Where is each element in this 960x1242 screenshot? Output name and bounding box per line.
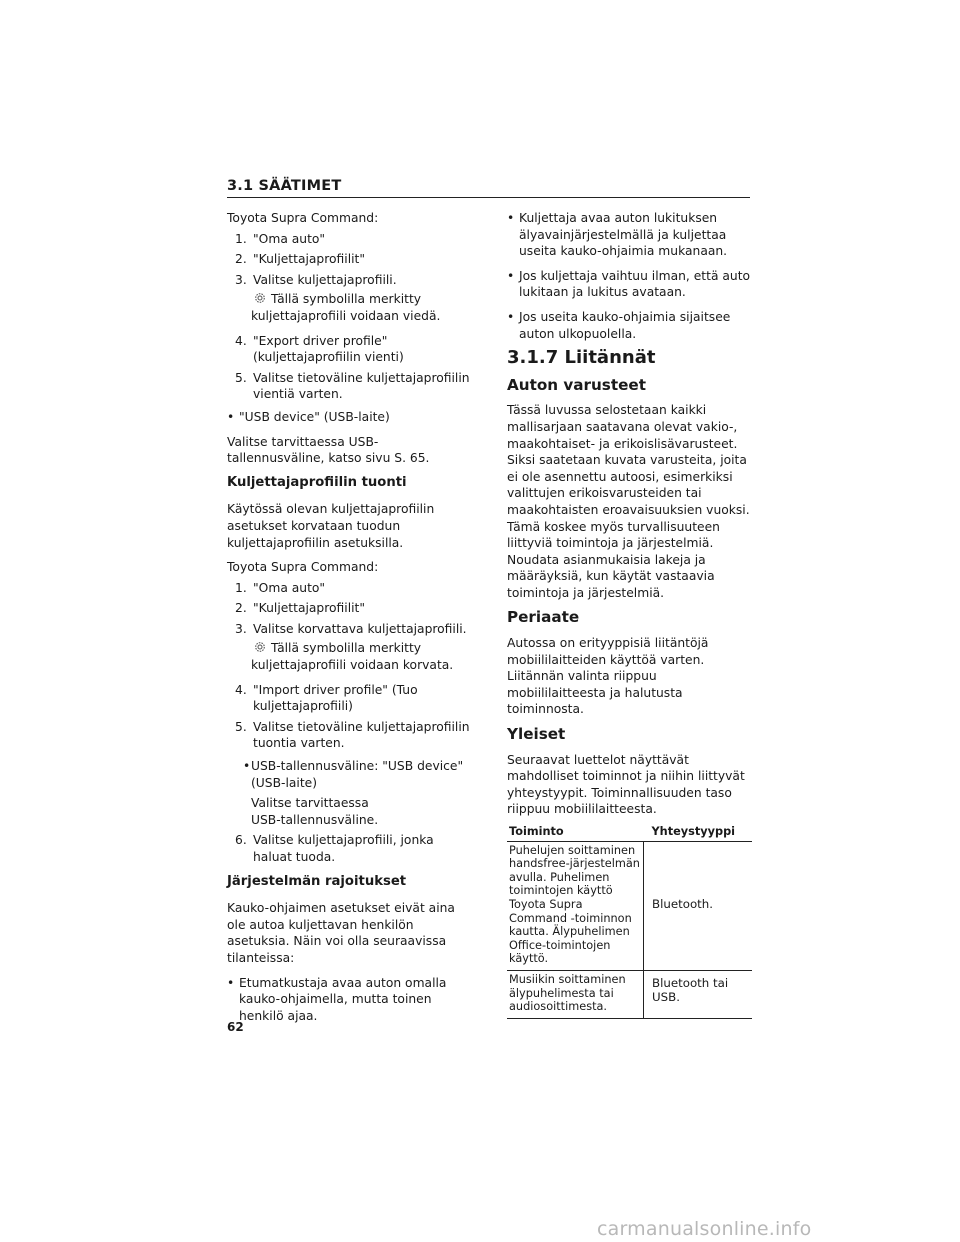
step-text: "Kuljettajaprofiilit" — [253, 601, 366, 616]
table-cell: Bluetooth. — [644, 841, 753, 970]
heading-principle: Periaate — [507, 608, 580, 627]
export-steps-continued — [227, 333, 472, 403]
step-text: "Oma auto" — [253, 580, 326, 595]
section-title: 3.1 SÄÄTIMET — [227, 178, 342, 194]
table-cell: Musiikin soittaminen älypuhelimesta tai audiosoittimesta. — [507, 970, 644, 1018]
heading-equipment: Auton varusteet — [507, 375, 646, 394]
step-number: 4. — [235, 682, 247, 697]
intro-text: Toyota Supra Command: — [227, 211, 379, 225]
sub-bullet-item — [243, 758, 472, 791]
left-column — [227, 210, 472, 1032]
paragraph: Käytössä olevan kuljettajaprofiilin asetukset korvataan tuodun kuljettajaprofiilin asetuksilla. — [227, 502, 435, 550]
list-item — [227, 600, 472, 617]
section-heading: 3.1.7 Liitännät — [507, 347, 656, 369]
gear-icon — [254, 292, 266, 304]
bullet-item — [227, 409, 472, 426]
export-steps — [227, 231, 472, 289]
bullet-dot: • — [507, 309, 515, 324]
step-text: Valitse tietoväline kuljettajaprofiilin vientiä varten. — [253, 370, 470, 402]
step-text: Valitse korvattava kuljettajaprofiili. — [253, 621, 467, 636]
bullet-item — [227, 975, 472, 1025]
import-steps-continued — [227, 682, 472, 752]
bullet-item — [507, 210, 752, 260]
step-number: 3. — [235, 272, 247, 287]
step-number: 1. — [235, 231, 247, 246]
step-number: 2. — [235, 252, 247, 267]
step-text: "Import driver profile" (Tuo kuljettajaprofiili) — [253, 682, 418, 714]
paragraph: Valitse tarvittaessa USB-tallennusväline, katso sivu S. 65. — [227, 434, 430, 466]
list-item — [227, 832, 472, 865]
symbol-note — [227, 291, 472, 324]
import-steps — [227, 580, 472, 638]
step-text: Valitse tietoväline kuljettajaprofiilin tuontia varten. — [253, 719, 470, 751]
bullet-text: Kuljettaja avaa auton lukituksen älyavainjärjestelmällä ja kuljettaa useita kauko-ohjaimia mukanaan. — [519, 211, 728, 259]
step-text: "Oma auto" — [253, 231, 326, 246]
paragraph: Autossa on erityyppisiä liitäntöjä mobiililaitteiden käyttöä varten. Liitännän valinta riippuu mobiililaitteesta ja halutusta toiminnosta. — [507, 636, 709, 717]
list-item — [227, 251, 472, 268]
bullet-text: "USB device" (USB-laite) — [239, 409, 390, 424]
bullet-item — [507, 309, 752, 342]
indented-text: Valitse tarvittaessa USB-tallennusväline. — [251, 796, 379, 827]
step-number: 1. — [235, 580, 247, 595]
intro-text: Toyota Supra Command: — [227, 560, 379, 575]
step-number: 5. — [235, 719, 247, 734]
table-cell: Bluetooth tai USB. — [644, 970, 753, 1018]
step-number: 6. — [235, 833, 247, 848]
paragraph: Kauko-ohjaimen asetukset eivät aina ole autoa kuljettavan henkilön asetuksia. Näin voi olla seuraavissa tilanteissa: — [227, 901, 455, 965]
bullet-dot: • — [243, 759, 251, 774]
heading-general: Yleiset — [507, 725, 566, 744]
column-header: Yhteystyyppi — [644, 824, 753, 841]
heading-limits: Järjestelmän rajoitukset — [227, 873, 407, 889]
symbol-note — [227, 640, 472, 673]
step-number: 3. — [235, 621, 247, 636]
bullet-item — [507, 268, 752, 301]
table-row — [507, 970, 752, 1018]
step-text: Valitse kuljettajaprofiili. — [253, 272, 397, 287]
list-item — [227, 580, 472, 597]
step-text: Valitse kuljettajaprofiili, jonka haluat tuoda. — [253, 833, 434, 864]
paragraph: Seuraavat luettelot näyttävät mahdolliset toiminnot ja niihin liittyvät yhteystyypit. Toiminnallisuuden taso riippuu mobiililaitteesta. — [507, 752, 745, 817]
step-number: 4. — [235, 333, 247, 348]
list-item — [227, 231, 472, 248]
list-item — [227, 719, 472, 752]
bullet-dot: • — [227, 409, 235, 424]
list-item — [227, 333, 472, 366]
column-header: Toiminto — [507, 824, 644, 841]
connections-table — [507, 824, 752, 1019]
bullet-text: Jos useita kauko-ohjaimia sijaitsee auton ulkopuolella. — [519, 309, 731, 341]
bullet-text: Etumatkustaja avaa auton omalla kauko-ohjaimella, mutta toinen henkilö ajaa. — [239, 975, 447, 1023]
bullet-text: Jos kuljettaja vaihtuu ilman, että auto lukitaan ja lukitus avataan. — [519, 268, 751, 300]
bullet-dot: • — [507, 211, 515, 225]
note-text: Tällä symbolilla merkitty kuljettajaprofiili voidaan viedä. — [251, 292, 441, 323]
step-text: "Kuljettajaprofiilit" — [253, 252, 366, 267]
page-header — [227, 178, 750, 198]
header-rule — [227, 197, 750, 198]
step-text: "Export driver profile" (kuljettajaprofiilin vienti) — [253, 333, 404, 365]
right-column — [507, 210, 752, 1019]
table-row — [507, 841, 752, 970]
gear-icon — [254, 641, 266, 653]
step-number: 2. — [235, 601, 247, 616]
list-item — [227, 682, 472, 715]
list-item — [227, 370, 472, 403]
bullet-dot: • — [227, 975, 235, 990]
list-item — [227, 272, 472, 289]
watermark: carmanualsonline.info — [597, 1218, 812, 1240]
heading-import: Kuljettajaprofiilin tuonti — [227, 474, 407, 490]
page-number: 62 — [227, 1020, 244, 1034]
paragraph: Tässä luvussa selostetaan kaikki mallisarjaan saatavana olevat vakio-, maakohtaiset- ja erikoislisävarusteet. Siksi saatetaan kuvata varusteita, joita ei ole asennettu autoosi, esimerkiksi valittujen erikoisvarusteiden tai maakohtaisten eroavaisuuksien vuoksi. Tämä koskee myös turvallisuuteen liittyviä toimintoja ja järjestelmiä. Noudata asianmukaisia lakeja ja määräyksiä, kun käytät vastaavia toimintoja ja järjestelmiä. — [507, 403, 750, 600]
note-text: Tällä symbolilla merkitty kuljettajaprofiili voidaan korvata. — [251, 641, 454, 673]
table-header-row — [507, 824, 752, 841]
list-item — [227, 621, 472, 638]
table-cell: Puhelujen soittaminen handsfree-järjestelmän avulla. Puhelimen toimintojen käyttö Toyota Supra Command -toiminnon kautta. Älypuhelimen Office-toimintojen käyttö. — [507, 841, 644, 970]
bullet-dot: • — [507, 268, 515, 283]
bullet-text: USB-tallennusväline: "USB device" (USB-laite) — [251, 759, 464, 790]
step-number: 5. — [235, 370, 247, 385]
